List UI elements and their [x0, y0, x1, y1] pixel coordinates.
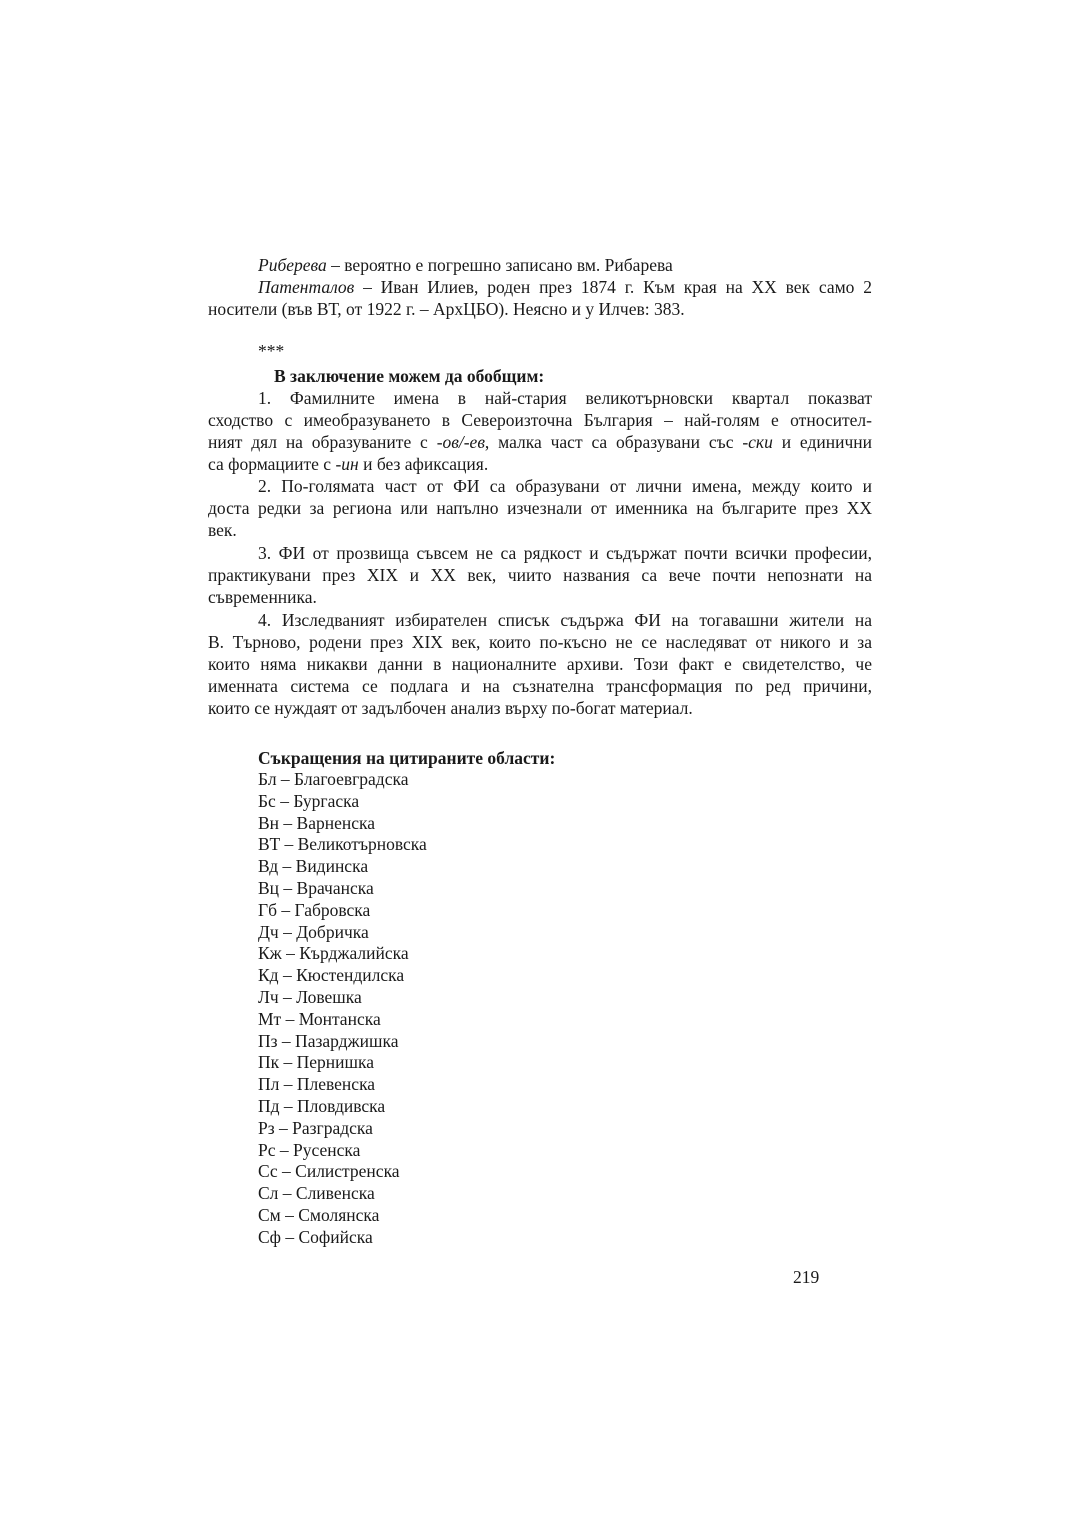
abbreviation-item: Пз – Пазарджишка	[258, 1030, 399, 1051]
line: 3. ФИ от прозвища съвсем не са рядкост и съдържат почти всички професии,	[258, 543, 872, 563]
line: доста редки за региона или напълно изчезнали от именника на българите през XX	[208, 498, 872, 518]
abbreviation-item: Сс – Силистренска	[258, 1161, 400, 1182]
line: век.	[208, 520, 237, 540]
abbreviation-item: Вц – Врачанска	[258, 877, 374, 898]
line: са формациите с -ин и без афиксация.	[208, 454, 489, 474]
line: 4. Изследваният избирателен списък съдържа ФИ на тогавашни жители на	[258, 610, 872, 630]
line: ният дял на образуваните с -ов/-ев, малка част са образувани със -ски и единични	[208, 432, 872, 452]
abbreviation-item: Мт – Монтанска	[258, 1008, 381, 1029]
page-number: 219	[793, 1267, 820, 1287]
line: 2. По-голямата част от ФИ са образувани от лични имена, между които и	[258, 476, 872, 496]
abbreviations-list	[258, 769, 427, 1249]
conclusion-heading	[274, 365, 938, 387]
line: съвременника.	[208, 587, 317, 607]
abbreviation-item: Вд – Видинска	[258, 856, 369, 877]
abbreviation-item: Лч – Ловешка	[258, 986, 362, 1007]
line: сходство с имеобразуването в Североизточна България – най-голям е относител-	[208, 410, 872, 430]
abbreviation-item: Бс – Бургаска	[258, 790, 360, 811]
line: 1. Фамилните имена в най-стария великотърновски квартал показват	[258, 388, 872, 408]
separator: ***	[258, 341, 285, 361]
abbreviation-item: Пд – Пловдивска	[258, 1095, 386, 1116]
entry-text: – вероятно е погрешно записано вм. Рибарева	[326, 255, 673, 275]
abbreviation-item: Сл – Сливенска	[258, 1183, 375, 1204]
abbreviation-item: Вн – Варненска	[258, 812, 375, 833]
line: които се нуждаят от задълбочен анализ върху по-богат материал.	[208, 698, 693, 718]
heading-text: В заключение можем да обобщим:	[274, 366, 545, 386]
entry-text: – Иван Илиев, роден през 1874 г. Към края на XX век само 2	[354, 277, 872, 297]
line: В. Търново, родени през XIX век, които по-късно не се наследяват от никого и за	[208, 632, 872, 652]
abbreviation-item: ВТ – Великотърновска	[258, 834, 427, 855]
abbreviations-heading	[258, 747, 872, 769]
line: които няма никакви данни в националните архиви. Този факт е свидетелство, че	[208, 654, 872, 674]
abbreviation-item: Кд – Кюстендилска	[258, 965, 405, 986]
abbreviation-item: Пл – Плевенска	[258, 1074, 376, 1095]
abbreviation-item: Бл – Благоевградска	[258, 769, 409, 789]
entry-patentalov	[258, 276, 872, 298]
heading-text: Съкращения на цитираните области:	[258, 748, 556, 768]
entry-term: Риберева	[258, 255, 327, 275]
abbreviation-item: Кж – Кърджалийска	[258, 943, 409, 964]
entry-term: Патенталов	[258, 277, 355, 297]
entry-patentalov-cont: носители (във ВТ, от 1922 г. – АрхЦБО). Неясно и у Илчев: 383.	[208, 299, 685, 319]
entry-riberova	[258, 254, 872, 276]
abbreviation-item: См – Смолянска	[258, 1204, 380, 1225]
abbreviation-item: Гб – Габровска	[258, 899, 371, 920]
abbreviation-item: Рс – Русенска	[258, 1139, 361, 1160]
line: именната система се подлага и на съзнателна трансформация по ред причини,	[208, 676, 872, 696]
abbreviation-item: Рз – Разградска	[258, 1117, 373, 1138]
abbreviation-item: Дч – Добричка	[258, 921, 369, 942]
abbreviation-item: Пк – Пернишка	[258, 1052, 375, 1073]
abbreviation-item: Сф – Софийска	[258, 1226, 373, 1247]
line: практикувани през XIX и XX век, чиито названия са вече почти непознати на	[208, 565, 872, 585]
